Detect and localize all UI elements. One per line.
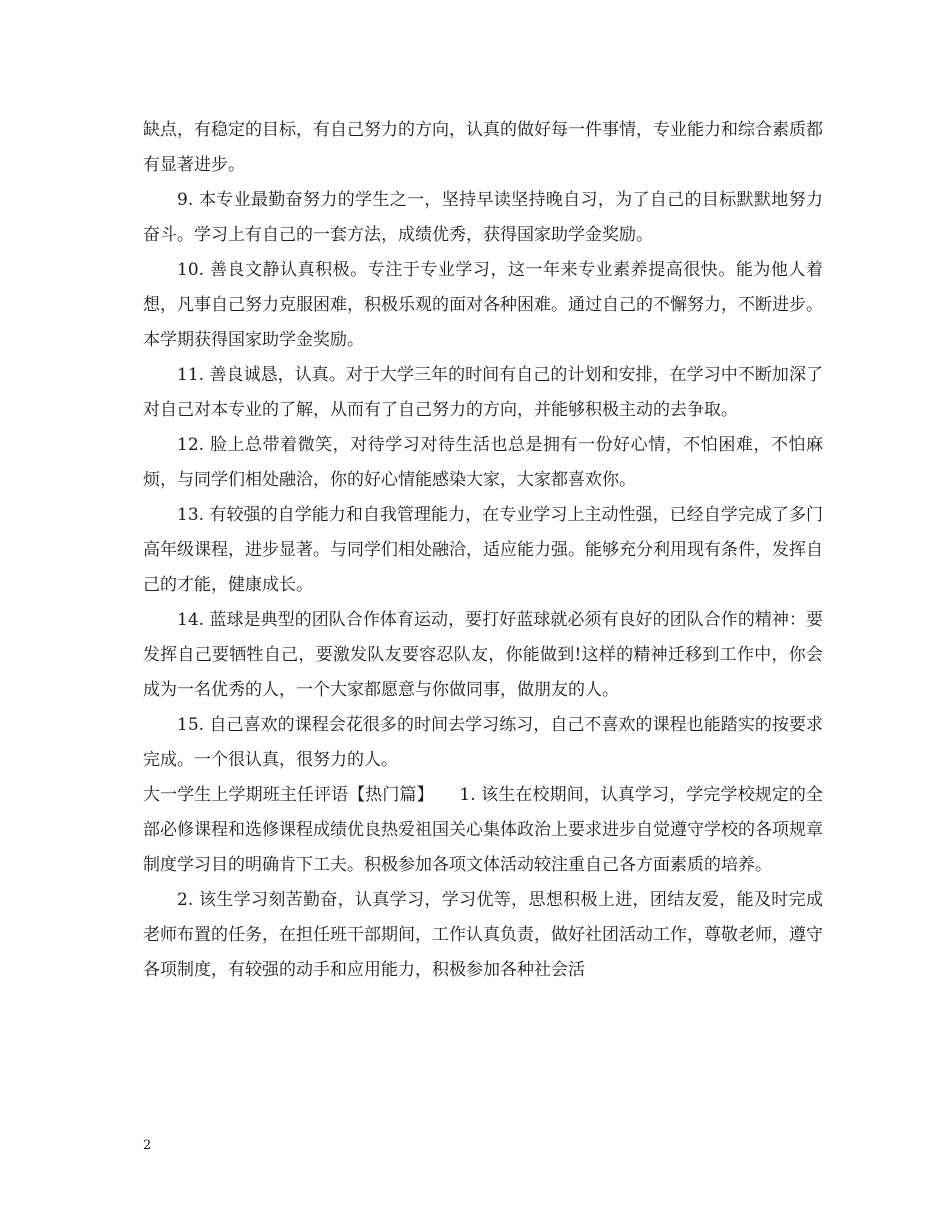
paragraph-item-12: 12. 脸上总带着微笑，对待学习对待生活也总是拥有一份好心情，不怕困难，不怕麻烦，与同学们相处融洽，你的好心情能感染大家，大家都喜欢你。 <box>143 435 823 490</box>
paragraph-item-10: 10. 善良文静认真积极。专注于专业学习，这一年来专业素养提高很快。能为他人着想，凡事自己努力克服困难，积极乐观的面对各种困难。通过自己的不懈努力，不断进步。本学期获得国家助学金奖励。 <box>143 260 823 350</box>
page-number: 2 <box>143 1138 152 1153</box>
paragraph-continuation: 缺点，有稳定的目标，有自己努力的方向，认真的做好每一件事情，专业能力和综合素质都有显著进步。 <box>143 120 823 175</box>
paragraph-item-2: 2. 该生学习刻苦勤奋，认真学习，学习优等，思想积极上进，团结友爱，能及时完成老师布置的任务，在担任班干部期间，工作认真负责，做好社团活动工作，尊敬老师，遵守各项制度，有较强的动手和应用能力，积极参加各种社会活 <box>143 890 823 980</box>
paragraph-item-14: 14. 蓝球是典型的团队合作体育运动，要打好蓝球就必须有良好的团队合作的精神：要发挥自己要牺牲自己，要激发队友要容忍队友，你能做到!这样的精神迁移到工作中，你会成为一名优秀的人，一个大家都愿意与你做同事，做朋友的人。 <box>143 610 823 700</box>
paragraph-item-11: 11. 善良诚恳，认真。对于大学三年的时间有自己的计划和安排，在学习中不断加深了对自己对本专业的了解，从而有了自己努力的方向，并能够积极主动的去争取。 <box>143 365 823 420</box>
paragraph-item-13: 13. 有较强的自学能力和自我管理能力，在专业学习上主动性强，已经自学完成了多门高年级课程，进步显著。与同学们相处融洽，适应能力强。能够充分利用现有条件，发挥自己的才能，健康成长。 <box>143 505 823 595</box>
document-body <box>143 113 823 988</box>
paragraph-item-9: 9. 本专业最勤奋努力的学生之一，坚持早读坚持晚自习，为了自己的目标默默地努力奋斗。学习上有自己的一套方法，成绩优秀，获得国家助学金奖励。 <box>143 190 823 245</box>
paragraph-item-15: 15. 自己喜欢的课程会花很多的时间去学习练习，自己不喜欢的课程也能踏实的按要求完成。一个很认真，很努力的人。 <box>143 715 823 770</box>
section-heading-paragraph: 大一学生上学期班主任评语【热门篇】 1. 该生在校期间，认真学习，学完学校规定的全部必修课程和选修课程成绩优良热爱祖国关心集体政治上要求进步自觉遵守学校的各项规章制度学习目的明确肯下工夫。积极参加各项文体活动较注重自己各方面素质的培养。 <box>143 785 823 875</box>
